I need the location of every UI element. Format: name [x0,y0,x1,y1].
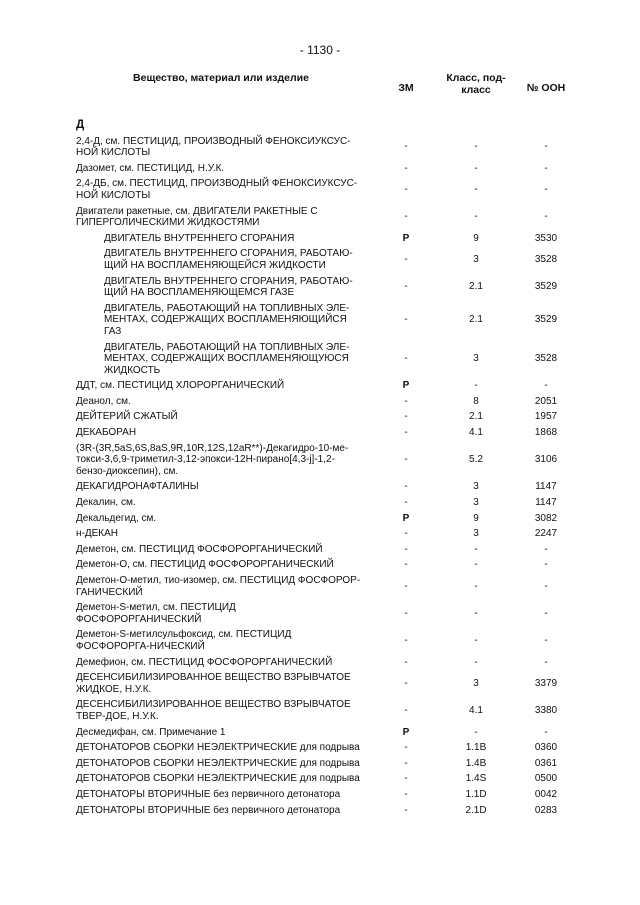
zm-value: - [404,677,408,689]
un-number: 0283 [534,804,558,816]
substance-name: Двигатели ракетные, см. ДВИГАТЕЛИ РАКЕТНЫЕ С ГИПЕРГОЛИЧЕСКИМИ ЖИДКОСТЯМИ [76,205,318,229]
table-row [76,600,576,627]
substance-name: ДВИГАТЕЛЬ, РАБОТАЮЩИЙ НА ТОПЛИВНЫХ ЭЛЕ-МЕНТАХ, СОДЕРЖАЩИХ ВОСПЛАМЕНЯЮЩИЙСЯ ГАЗ [104,302,350,337]
section-letter-row [76,112,576,134]
class-value: 1.4B [465,757,487,769]
class-value: - [474,184,478,196]
un-number: 0500 [534,773,558,785]
table-row [76,394,576,410]
zm-value: - [404,705,408,717]
class-value: 3 [473,528,479,540]
class-value: 9 [473,512,479,524]
class-value: - [474,380,478,392]
substance-name: ДВИГАТЕЛЬ ВНУТРЕННЕГО СГОРАНИЯ, РАБОТАЮ-ЩИЙ НА ВОСПЛАМЕНЯЮЩЕЙСЯ ЖИДКОСТИ [104,248,353,271]
table-row [76,803,576,819]
class-value: - [474,211,478,223]
substance-name: Демефион, см. ПЕСТИЦИД ФОСФОРОРГАНИЧЕСКИЙ [76,656,333,668]
class-value: 3 [473,254,479,266]
zm-value: - [404,742,408,754]
zm-value: - [404,314,408,326]
un-number: - [544,635,548,647]
table-row [76,274,576,301]
zm-value: - [404,411,408,423]
class-value: - [474,726,478,738]
substance-name: ДВИГАТЕЛЬ, РАБОТАЮЩИЙ НА ТОПЛИВНЫХ ЭЛЕ-МЕНТАХ, СОДЕРЖАЩИХ ВОСПЛАМЕНЯЮЩУЮСЯ ЖИДКОСТЬ [104,341,350,376]
substance-name: ДЕТОНАТОРОВ СБОРКИ НЕЭЛЕКТРИЧЕСКИЕ для подрыва [76,773,360,785]
class-value: 2.1 [469,314,483,326]
class-value: - [474,543,478,555]
un-number: - [544,607,548,619]
table-row [76,479,576,495]
un-number: 1147 [535,481,557,493]
table-row [76,573,576,600]
zm-value: - [404,773,408,785]
class-value: 5.2 [469,454,483,466]
substance-name: ДЕСЕНСИБИЛИЗИРОВАННОЕ ВЕЩЕСТВО ВЗРЫВЧАТОЕ ТВЕР-ДОЕ, Н.У.К. [76,699,351,722]
header-name: Вещество, материал или изделие [133,72,309,84]
table-row [76,627,576,654]
substance-name: н-ДЕКАН [76,528,119,540]
table-row [76,246,576,273]
substance-name: Деметон, см. ПЕСТИЦИД ФОСФОРОРГАНИЧЕСКИЙ [76,543,323,555]
class-value: 4.1 [469,705,483,717]
class-value: 1.1B [465,742,487,754]
table-row [76,526,576,542]
class-value: 2.1 [469,281,483,293]
class-value: 3 [473,677,479,689]
un-number: - [544,559,548,571]
table-row [76,787,576,803]
table-row [76,756,576,772]
header-zm: ЗМ [398,82,414,94]
substance-name: ДЕТОНАТОРЫ ВТОРИЧНЫЕ без первичного детонатора [76,788,341,800]
table-row [76,655,576,671]
table-row [76,176,576,203]
substance-name: ДВИГАТЕЛЬ ВНУТРЕННЕГО СГОРАНИЯ [104,232,295,244]
un-number: - [544,184,548,196]
zm-value: - [404,211,408,223]
table-row [76,697,576,724]
un-number: - [544,211,548,223]
un-number: - [544,580,548,592]
zm-value: - [404,141,408,153]
un-number: - [544,543,548,555]
un-number: 3379 [534,677,558,689]
substance-name: Декалин, см. [76,497,136,509]
zm-value: - [404,580,408,592]
table-row [76,378,576,394]
zm-value: Р [402,726,410,738]
table-row [76,409,576,425]
zm-value: - [404,804,408,816]
zm-value: - [404,454,408,466]
substance-name: ДДТ, см. ПЕСТИЦИД ХЛОРОРГАНИЧЕСКИЙ [76,380,285,392]
zm-value: - [404,635,408,647]
un-number: - [544,380,548,392]
substance-name: Десмедифан, см. Примечание 1 [76,726,226,738]
substances-table [76,72,576,818]
zm-value: - [404,757,408,769]
table-row [76,134,576,161]
table-row [76,425,576,441]
header-un-number: № ООН [526,82,566,94]
un-number: - [544,656,548,668]
class-value: 3 [473,481,479,493]
un-number: 3529 [534,281,558,293]
zm-value: - [404,656,408,668]
class-value: 1.4S [465,773,487,785]
substance-name: 2,4-Д, см. ПЕСТИЦИД, ПРОИЗВОДНЫЙ ФЕНОКСИУКСУС-НОЙ КИСЛОТЫ [76,135,351,159]
un-number: 3082 [534,512,558,524]
zm-value: - [404,162,408,174]
substance-name: ДЕЙТЕРИЙ СЖАТЫЙ [76,411,178,423]
substance-name: (3R-(3R,5aS,6S,8aS,9R,10R,12S,12aR**)-Декагидро-10-ме-токси-3,6,9-триметил-3,12-эпокси-12Н-пирано[4,3-j]-1,2-бензо-диоксепин), см. [76,442,349,477]
class-value: 2.1D [465,804,487,816]
table-row [76,511,576,527]
substance-name: Деанол, см. [76,395,131,407]
un-number: 3106 [534,454,558,466]
zm-value: - [404,254,408,266]
zm-value: - [404,481,408,493]
zm-value: Р [402,512,410,524]
un-number: 3530 [534,232,558,244]
class-value: - [474,559,478,571]
un-number: - [544,162,548,174]
zm-value: - [404,497,408,509]
un-number: 2051 [534,395,558,407]
table-row [76,740,576,756]
substance-name: Деметон-S-метил, см. ПЕСТИЦИД ФОСФОРОРГАНИЧЕСКИЙ [76,602,236,625]
class-value: 1.1D [465,788,487,800]
zm-value: - [404,559,408,571]
substance-name: ДЕКАБОРАН [76,427,137,439]
class-value: - [474,162,478,174]
class-value: 3 [473,497,479,509]
un-number: 3529 [534,314,558,326]
zm-value: - [404,184,408,196]
un-number: 3380 [534,705,558,717]
section-letter: Д [76,119,85,131]
un-number: 1147 [535,497,557,509]
class-value: 4.1 [469,427,483,439]
table-row [76,231,576,247]
un-number: 3528 [534,254,558,266]
table-row [76,204,576,231]
un-number: 0361 [534,757,558,769]
table-row [76,340,576,379]
substance-name: ДВИГАТЕЛЬ ВНУТРЕННЕГО СГОРАНИЯ, РАБОТАЮ-ЩИЙ НА ВОСПЛАМЕНЯЮЩЕМСЯ ГАЗЕ [104,275,353,299]
table-header-row [76,72,576,112]
substance-name: ДЕТОНАТОРОВ СБОРКИ НЕЭЛЕКТРИЧЕСКИЕ для подрыва [76,757,360,769]
class-value: 9 [473,232,479,244]
class-value: 2.1 [469,411,483,423]
page-number: - 1130 - [299,43,341,57]
class-value: 8 [473,395,479,407]
substance-name: ДЕТОНАТОРЫ ВТОРИЧНЫЕ без первичного детонатора [76,804,341,816]
table-row [76,670,576,697]
class-value: - [474,580,478,592]
substance-name: ДЕКАГИДРОНАФТАЛИНЫ [76,481,199,493]
zm-value: - [404,543,408,555]
class-value: 3 [473,353,479,365]
table-row [76,301,576,340]
un-number: 0042 [534,788,558,800]
zm-value: Р [402,380,410,392]
un-number: 1868 [534,427,558,439]
table-row [76,495,576,511]
zm-value: - [404,427,408,439]
substance-name: Декальдегид, см. [76,512,157,524]
substance-name: Деметон-S-метилсульфоксид, см. ПЕСТИЦИД ФОСФОРОРГА-НИЧЕСКИЙ [76,629,292,652]
class-value: - [474,656,478,668]
un-number: 3528 [534,353,558,365]
un-number: - [544,726,548,738]
zm-value: - [404,353,408,365]
class-value: - [474,141,478,153]
zm-value: - [404,607,408,619]
class-value: - [474,607,478,619]
zm-value: - [404,528,408,540]
class-value: - [474,635,478,647]
un-number: 0360 [534,742,558,754]
substance-name: ДЕСЕНСИБИЛИЗИРОВАННОЕ ВЕЩЕСТВО ВЗРЫВЧАТОЕ ЖИДКОЕ, Н.У.К. [76,672,351,695]
substance-name: Деметон-О-метил, тио-изомер, см. ПЕСТИЦИД ФОСФОРОР-ГАНИЧЕСКИЙ [76,575,361,598]
zm-value: - [404,395,408,407]
zm-value: Р [402,232,410,244]
table-row [76,771,576,787]
table-row [76,542,576,558]
table-row [76,161,576,177]
un-number: 2247 [534,528,558,540]
table-row [76,441,576,480]
table-body [76,112,576,818]
substance-name: ДЕТОНАТОРОВ СБОРКИ НЕЭЛЕКТРИЧЕСКИЕ для подрыва [76,742,360,754]
substance-name: 2,4-ДБ, см. ПЕСТИЦИД, ПРОИЗВОДНЫЙ ФЕНОКСИУКСУС-НОЙ КИСЛОТЫ [76,178,358,201]
table-row [76,557,576,573]
zm-value: - [404,788,408,800]
zm-value: - [404,281,408,293]
table-row [76,725,576,741]
un-number: 1957 [534,411,558,423]
header-class: Класс, под- класс [446,72,506,96]
substance-name: Деметон-О, см. ПЕСТИЦИД ФОСФОРОРГАНИЧЕСКИЙ [76,559,334,571]
un-number: - [544,141,548,153]
substance-name: Дазомет, см. ПЕСТИЦИД, Н.У.К. [76,162,225,174]
